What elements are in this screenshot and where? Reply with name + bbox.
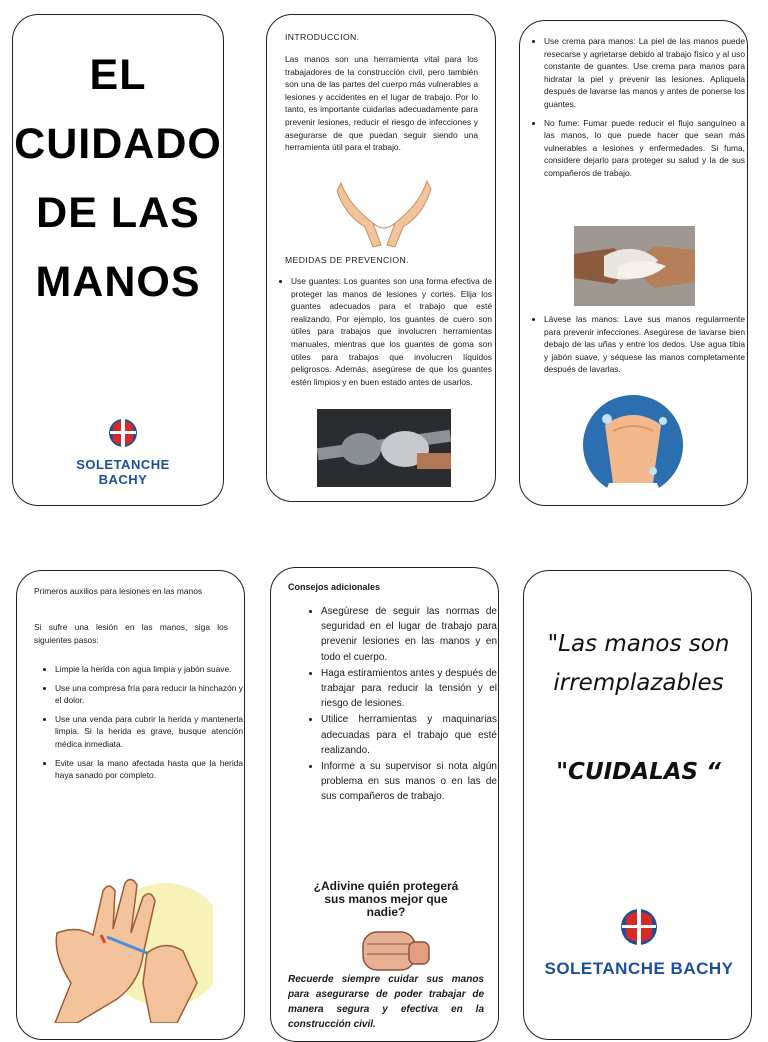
prevention-heading: MEDIDAS DE PREVENCION.	[285, 255, 409, 265]
wash-list	[530, 313, 745, 382]
company-name: SOLETANCHE BACHY	[76, 457, 170, 487]
cover-title	[13, 41, 223, 317]
list-item: • Haga estiramientos antes y después de trabajar para reducir la tensión y el riesgo de lesiones.	[321, 666, 497, 712]
intro-body: Las manos son una herramienta vital para los trabajadores de la construcción civil, pero también son una de las partes del cuerpo más vulnerables a lesiones y accidentes en el lugar de trabajo. Por lo tanto, es importante cuidarlas adecuadamente para prevenir lesiones, reducir el riesgo de infecciones y asegurarse de que puedan seguir siendo una herramienta útil para el trabajo.	[285, 54, 478, 153]
gloved-hands-tool-image	[317, 409, 451, 487]
first-aid-heading: Primeros auxilios para lesiones en las manos	[34, 586, 203, 596]
fist-image	[359, 924, 431, 976]
list-item: • Evite usar la mano afectada hasta que la herida haya sanado por completo.	[55, 757, 243, 782]
cover-panel	[12, 14, 224, 506]
care-panel	[519, 20, 748, 506]
list-item: • No fume: Fumar puede reducir el flujo sanguíneo a las manos, lo que puede hacer que sean más vulnerables a lesiones y enfermedades. Si fuma, considere dejarlo para proteger su salud y la de sus compañeros de trabajo.	[544, 117, 745, 180]
company-logo	[544, 901, 734, 979]
list-item: • Lávese las manos: Lave sus manos regularmente para prevenir infecciones. Asegúrese de lavarse bien debajo de las uñas y entre los dedos. Use agua tibia y jabón suave, y séquese las manos completamente después de lavarlas.	[544, 313, 745, 376]
list-item: • Utilice herramientas y maquinarias adecuadas para el trabajo que esté realizando.	[321, 712, 497, 758]
globe-icon	[107, 413, 139, 453]
intro-heading: INTRODUCCION.	[285, 32, 360, 42]
list-item: • Use guantes: Los guantes son una forma efectiva de proteger las manos de lesiones y cortes. Elija los guantes adecuados para el trabajo que esté realizando. Por ejemplo, los guantes de cuero son útiles para trabajos que involucren herramientas manuales, mientras que los guantes de goma son útiles para trabajos que involucren líquidos peligrosos. Además, asegúrese de que los guantes estén limpios y en buen estado antes de usarlos.	[291, 275, 492, 388]
cuidalas-text: "CUIDALAS “	[556, 759, 721, 785]
bandaging-hand-image	[47, 873, 213, 1023]
list-item: • Use una venda para cubrir la herida y mantenerla limpia. Si la herida es grave, busque atención médica inmediata.	[55, 713, 243, 751]
cover-title-line: MANOS	[35, 258, 201, 306]
tips-heading: Consejos adicionales	[288, 582, 381, 592]
closing-text: Recuerde siempre cuidar sus manos para asegurarse de poder trabajar de manera segura y efectiva en la construcción civil.	[288, 974, 484, 1030]
company-name: SOLETANCHE BACHY	[544, 959, 734, 978]
quote-text: "Las manos son irremplazables	[547, 631, 730, 696]
tips-panel	[270, 567, 499, 1042]
poster-question: ¿Adivine quién protegerá sus manos mejor que nadie?	[313, 879, 459, 919]
globe-icon	[620, 901, 658, 953]
cupped-hands-image	[335, 175, 433, 247]
hand-washing-image	[583, 391, 683, 499]
intro-panel	[266, 14, 496, 502]
prevention-list	[277, 275, 492, 394]
list-item: • Informe a su supervisor si nota algún problema en sus manos o en las de sus compañeros de trabajo.	[321, 759, 497, 805]
cover-title-line: CUIDADO	[14, 120, 222, 168]
company-logo	[53, 413, 193, 487]
list-item: • Use crema para manos: La piel de las manos puede resecarse y agrietarse debido al trabajo físico y al uso constante de guantes. Use crema para manos para hidratar la piel y prevenir las lesiones. Aplíquela después de lavarse las manos y antes de ponerse los guantes.	[544, 35, 745, 111]
cover-title-line: EL	[89, 51, 147, 99]
first-aid-panel	[16, 570, 245, 1040]
list-item: • Limpie la herida con agua limpia y jabón suave.	[55, 663, 243, 676]
care-list	[530, 35, 745, 186]
back-panel	[523, 570, 752, 1040]
first-aid-intro: Si sufre una lesión en las manos, siga los siguientes pasos:	[34, 622, 228, 645]
cream-hands-image	[574, 226, 695, 306]
first-aid-list	[41, 663, 243, 788]
cover-title-line: DE LAS	[36, 189, 200, 237]
list-item: • Use una compresa fría para reducir la hinchazón y el dolor.	[55, 682, 243, 707]
list-item: • Asegúrese de seguir las normas de seguridad en el lugar de trabajo para prevenir lesiones en las manos y en todo el cuerpo.	[321, 604, 497, 665]
tips-list	[305, 604, 497, 806]
